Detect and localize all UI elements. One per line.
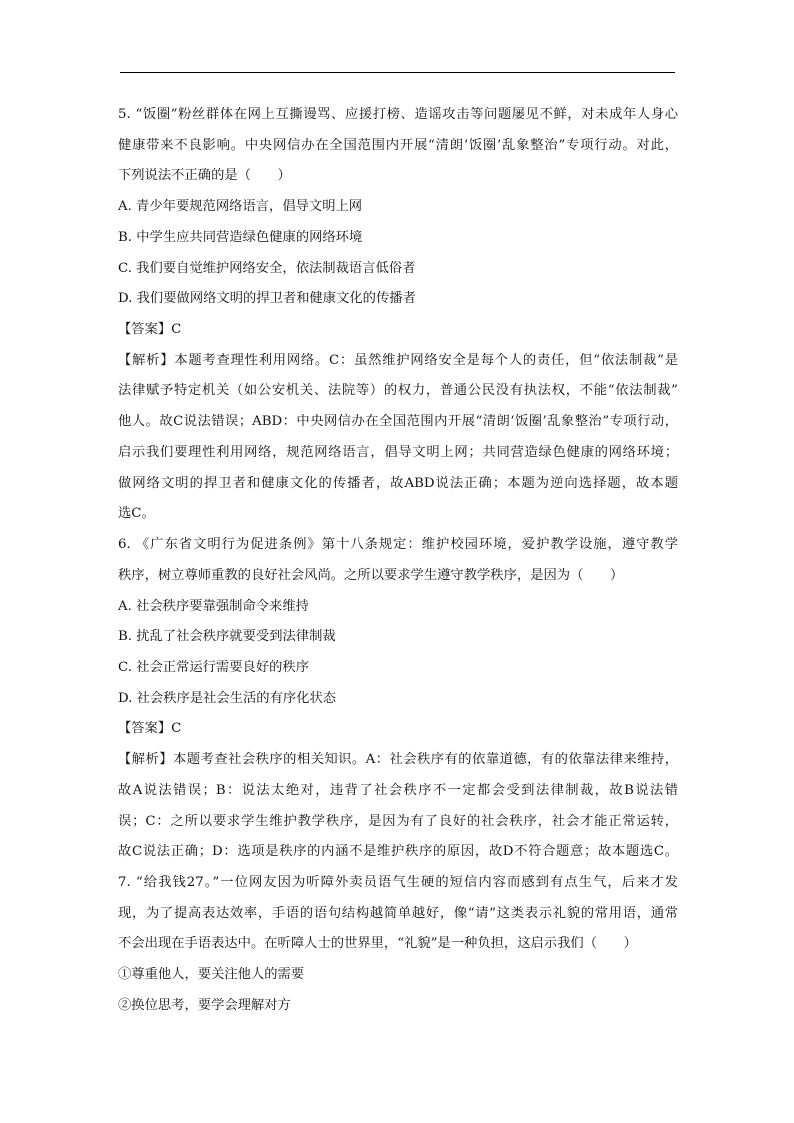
q5-analysis-line-3: 他人。故C说法错误；ABD：中央网信办在全国范围内开展“清朗‘饭圈’乱象整治”专项行动，	[118, 414, 678, 429]
q5-analysis-line-1: 【解析】本题考查理性利用网络。C：虽然维护网络安全是每个人的责任，但“依法制裁”是	[118, 353, 678, 368]
q6-option-d: D. 社会秩序是社会生活的有序化状态	[118, 691, 337, 706]
q6-option-b: B. 扰乱了社会秩序就要受到法律制裁	[118, 629, 336, 644]
q5-analysis-line-5: 做网络文明的捍卫者和健康文化的传播者，故ABD说法正确；本题为逆向选择题，故本题	[118, 476, 678, 491]
q7-statement-1: ①尊重他人，要关注他人的需要	[118, 967, 305, 982]
q5-stem-line-2: 健康带来不良影响。中央网信办在全国范围内开展“清朗‘饭圈’乱象整治”专项行动。对此，	[118, 138, 678, 153]
q5-answer: 【答案】C	[118, 322, 182, 337]
q5-option-c: C. 我们要自觉维护网络安全，依法制裁语言低俗者	[118, 261, 416, 276]
q6-analysis-line-2: 故A说法错误；B：说法太绝对，违背了社会秩序不一定都会受到法律制裁，故B说法错	[118, 783, 678, 798]
q5-stem-line-3: 下列说法不正确的是（ ）	[118, 168, 291, 183]
q6-option-c: C. 社会正常运行需要良好的秩序	[118, 660, 310, 675]
q6-stem-line-1: 6. 《广东省文明行为促进条例》第十八条规定：维护校园环境，爱护教学设施，遵守教学	[118, 537, 678, 552]
q5-option-a: A. 青少年要规范网络语言，倡导文明上网	[118, 199, 363, 214]
q7-stem-line-1: 7. “给我钱27。”一位网友因为听障外卖员语气生硬的短信内容而感到有点生气，后来才发	[118, 875, 678, 890]
q7-stem-line-2: 现，为了提高表达效率，手语的语句结构越简单越好，像“请”这类表示礼貌的常用语，通常	[118, 906, 678, 921]
q6-answer: 【答案】C	[118, 721, 182, 736]
q7-stem-line-3: 不会出现在手语表达中。在听障人士的世界里，“礼貌”是一种负担，这启示我们（ ）	[118, 936, 637, 951]
q6-option-a: A. 社会秩序要靠强制命令来维持	[118, 599, 309, 614]
q5-option-b: B. 中学生应共同营造绿色健康的网络环境	[118, 230, 363, 245]
q5-analysis-line-2: 法律赋予特定机关（如公安机关、法院等）的权力，普通公民没有执法权，不能“依法制裁”	[118, 383, 678, 398]
q7-statement-2: ②换位思考，要学会理解对方	[118, 998, 291, 1013]
q5-option-d: D. 我们要做网络文明的捍卫者和健康文化的传播者	[118, 291, 416, 306]
q6-analysis-line-3: 误；C：之所以要求学生维护教学秩序，是因为有了良好的社会秩序，社会才能正常运转，	[118, 814, 678, 829]
q6-stem-line-2: 秩序，树立尊师重教的良好社会风尚。之所以要求学生遵守教学秩序，是因为（ ）	[118, 568, 624, 583]
q6-analysis-line-4: 故C说法正确；D：选项是秩序的内涵不是维护秩序的原因，故D不符合题意；故本题选C。	[118, 844, 678, 859]
q5-analysis-line-4: 启示我们要理性利用网络，规范网络语言，倡导文明上网；共同营造绿色健康的网络环境；	[118, 445, 678, 460]
q5-stem-line-1: 5. “饭圈”粉丝群体在网上互撕谩骂、应援打榜、造谣攻击等问题屡见不鲜，对未成年人身心	[118, 107, 678, 122]
q5-analysis-line-6: 选C。	[118, 506, 155, 521]
q6-analysis-line-1: 【解析】本题考查社会秩序的相关知识。A：社会秩序有的依靠道德，有的依靠法律来维持，	[118, 752, 678, 767]
header-rule	[120, 72, 675, 73]
